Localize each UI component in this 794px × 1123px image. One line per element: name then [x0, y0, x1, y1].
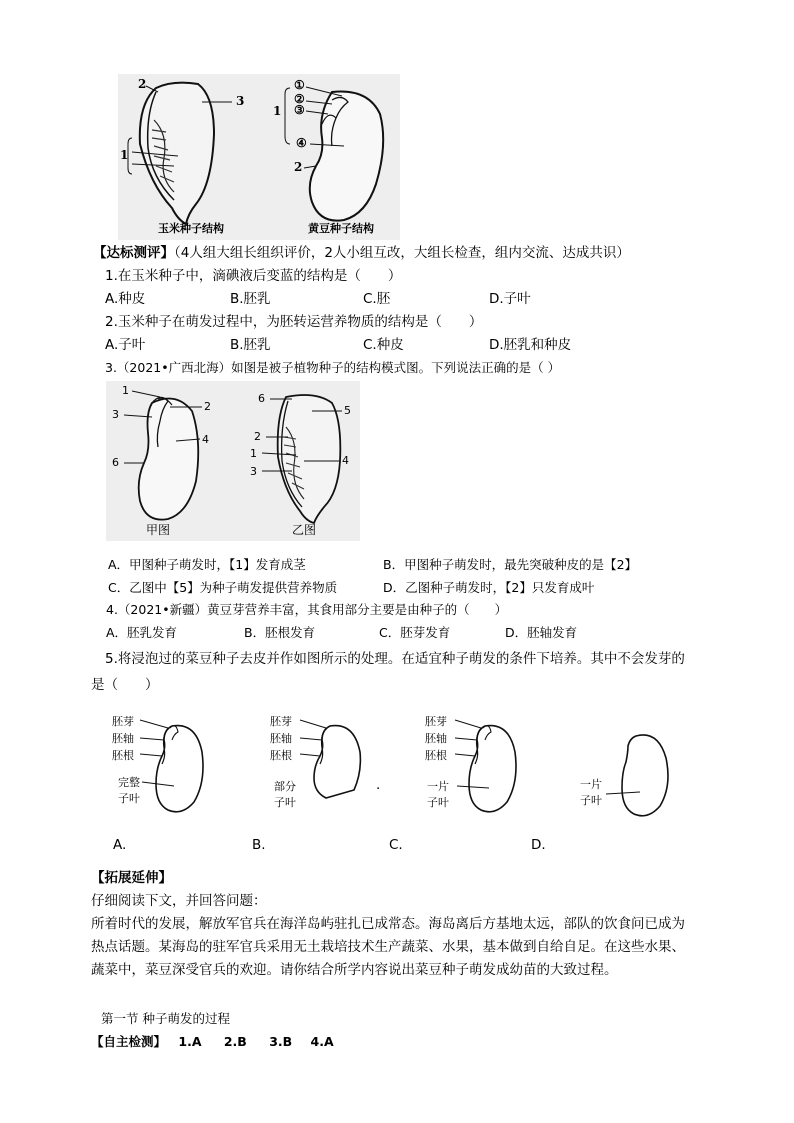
q5c-label-hypocotyl: 胚轴 — [425, 732, 447, 745]
q3b-label-3: 3 — [250, 465, 257, 478]
q5a-label-plumule: 胚芽 — [112, 715, 134, 728]
ext-para-line-3: 蔬菜中，菜豆深受官兵的欢迎。请你结合所学内容说出菜豆种子萌发成幼苗的大致过程。 — [91, 962, 618, 978]
q5c-label-plumule: 胚芽 — [425, 715, 447, 728]
q5b-label-cotyledon: 子叶 — [274, 796, 296, 809]
q1-option-d: D.子叶 — [489, 291, 531, 307]
q5c-label-one: 一片 — [427, 780, 449, 793]
q4-stem: 4.（2021•新疆）黄豆芽营养丰富，其食用部分主要是由种子的（ ） — [106, 602, 508, 617]
q5b-label-hypocotyl: 胚轴 — [270, 732, 292, 745]
answer-3: 3.B — [269, 1034, 293, 1049]
bean-label-2: 2 — [294, 160, 303, 174]
eval-note: （4人组大组长组织评价，2人小组互改，大组长检查，组内交流、达成共识） — [174, 245, 630, 261]
q2-option-c: C.种皮 — [363, 337, 404, 353]
q3b-caption: 乙图 — [292, 523, 317, 537]
q4-option-a: A．胚乳发育 — [106, 625, 178, 640]
q3b-label-5: 5 — [344, 404, 351, 417]
q5-figure-d — [578, 722, 688, 822]
ext-para-line-1: 所着时代的发展，解放军官兵在海洋岛屿驻扎已成常态。海岛离后方基地太远，部队的饮食问已成为 — [91, 916, 685, 932]
ext-heading: 【拓展延伸】 — [91, 870, 172, 886]
q1-stem: 1.在玉米种子中，滴碘液后变蓝的结构是（ ） — [105, 268, 402, 284]
q1-option-b: B.胚乳 — [230, 291, 271, 307]
answer-2: 2.B — [223, 1034, 247, 1049]
q3-option-d: D．乙图种子萌发时，【2】只发育成叶 — [383, 580, 595, 595]
q5-option-a: A. — [113, 837, 127, 853]
q5-figure-b — [270, 712, 380, 820]
q3-option-a: A．甲图种子萌发时，【1】发育成茎 — [108, 557, 306, 572]
q3a-label-6: 6 — [112, 456, 119, 469]
ext-intro: 仔细阅读下文，并回答问题： — [91, 893, 267, 909]
answer-4: 4.A — [310, 1034, 334, 1049]
corn-label-2: 2 — [138, 77, 147, 91]
q3-stem: 3.（2021•广西北海）如图是被子植物种子的结构模式图。下列说法正确的是（ ） — [105, 360, 561, 375]
seed-structure-figure-drawing — [118, 74, 400, 240]
q1-option-c: C.胚 — [363, 291, 391, 307]
q5-option-c: C. — [389, 837, 403, 853]
q5c-label-cotyledon: 子叶 — [427, 796, 449, 809]
q3a-label-4: 4 — [202, 433, 209, 446]
q2-option-a: A.子叶 — [105, 337, 146, 353]
q5a-label-whole: 完整 — [118, 776, 140, 789]
q3-figure-drawing — [106, 381, 360, 541]
q5b-label-radicle: 胚根 — [270, 749, 292, 762]
q3b-label-2: 2 — [254, 430, 261, 443]
seed-structure-figure — [118, 74, 400, 240]
q5a-label-cotyledon: 子叶 — [118, 792, 140, 805]
q5c-label-radicle: 胚根 — [425, 749, 447, 762]
q3a-caption: 甲图 — [146, 523, 171, 537]
q3-figure — [106, 381, 360, 541]
q5b-label-plumule: 胚芽 — [270, 715, 292, 728]
q3a-label-2: 2 — [204, 400, 211, 413]
bean-label-circ4: ④ — [296, 136, 307, 150]
q4-option-b: B．胚根发育 — [244, 625, 316, 640]
ext-para-line-2: 热点话题。某海岛的驻军官兵采用无土栽培技术生产蔬菜、水果，基本做到自给自足。在这些水果、 — [91, 939, 685, 955]
q5-figure-a — [112, 712, 222, 820]
q5-figure-c — [425, 712, 535, 820]
q5-stem-line1: 5.将浸泡过的菜豆种子去皮并作如图所示的处理。在适宜种子萌发的条件下培养。其中不会发芽的 — [105, 651, 685, 667]
q5-option-d: D. — [531, 837, 546, 853]
answers-heading: 【自主检测】 — [91, 1034, 167, 1049]
answer-1: 1.A — [178, 1034, 202, 1049]
q5d-label-cotyledon: 子叶 — [580, 794, 602, 807]
q5b-label-partial: 部分 — [274, 780, 296, 793]
q1-option-a: A.种皮 — [105, 291, 146, 307]
bean-caption: 黄豆种子结构 — [308, 222, 374, 235]
q2-option-d: D.胚乳和种皮 — [489, 337, 572, 353]
q3-option-c: C．乙图中【5】为种子萌发提供营养物质 — [108, 580, 338, 595]
q3-option-b: B．甲图种子萌发时，最先突破种皮的是【2】 — [383, 557, 638, 572]
q2-option-b: B.胚乳 — [230, 337, 271, 353]
eval-line — [93, 244, 630, 262]
corn-label-1: 1 — [120, 148, 129, 162]
q3a-label-1: 1 — [122, 384, 129, 397]
q3b-label-1: 1 — [250, 447, 257, 460]
bean-label-1: 1 — [273, 104, 282, 118]
q4-option-c: C．胚芽发育 — [379, 625, 451, 640]
q4-option-d: D．胚轴发育 — [505, 625, 578, 640]
bean-label-circ1: ① — [294, 78, 305, 92]
bean-label-circ2: ② — [294, 92, 305, 106]
q5-stem-line2: 是（ ） — [91, 677, 159, 693]
corn-caption: 玉米种子结构 — [158, 222, 224, 235]
q3b-label-6: 6 — [258, 392, 265, 405]
corn-label-3: 3 — [236, 94, 245, 108]
answers-section-title: 第一节 种子萌发的过程 — [101, 1011, 230, 1026]
q3a-label-3: 3 — [112, 408, 119, 421]
q5-option-b: B. — [252, 837, 266, 853]
bean-label-circ3: ③ — [294, 103, 305, 117]
answers-line — [91, 1033, 334, 1051]
q5d-label-one: 一片 — [580, 778, 602, 791]
q2-stem: 2.玉米种子在萌发过程中，为胚转运营养物质的结构是（ ） — [105, 314, 483, 330]
q3b-label-4: 4 — [342, 454, 349, 467]
q5-separator-dot: · — [376, 781, 381, 797]
eval-heading: 【达标测评】 — [93, 245, 174, 261]
q5a-label-hypocotyl: 胚轴 — [112, 732, 134, 745]
q5a-label-radicle: 胚根 — [112, 749, 134, 762]
